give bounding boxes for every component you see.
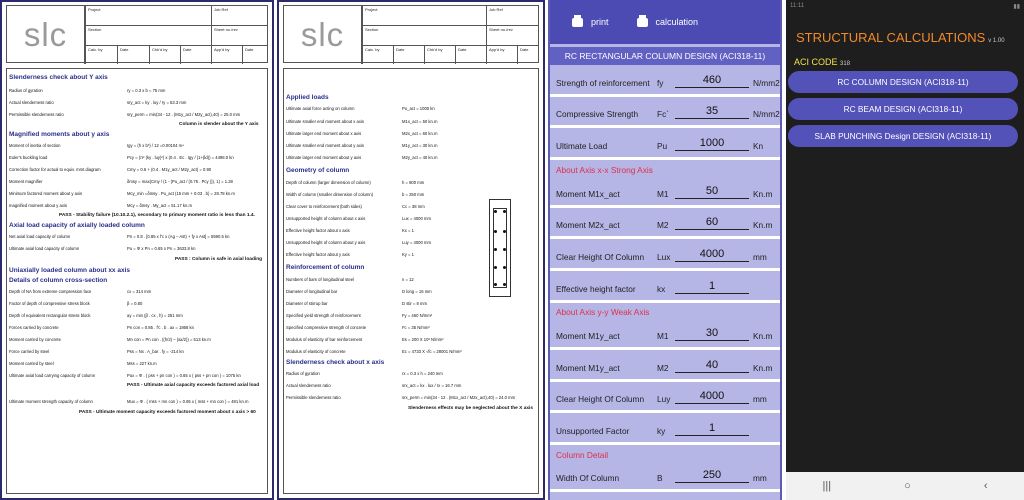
date-cell-2: Date (455, 45, 486, 64)
input-symbol: Fc` (657, 109, 669, 119)
field-label: Diameter of stirrup bar (286, 301, 328, 306)
field-value: Mux = Φ . ( mss + mn con ) = 0.65 x ( mss + mn con ) = 481 kn.m (127, 399, 249, 404)
section-cell: Section (362, 25, 486, 45)
input-field[interactable]: 250 (675, 469, 749, 483)
field-value: Mcy = δmsy . My_act = 51.17 kn.m (127, 203, 192, 208)
input-row (550, 322, 780, 350)
input-symbol: B (657, 473, 663, 483)
calculation-label: calculation (655, 17, 699, 27)
section-heading: Slenderness check about Y axis (9, 74, 108, 81)
field-label: Ultimate smaller end moment about y axis (286, 143, 364, 148)
input-symbol: Luy (657, 394, 671, 404)
sheet-no-cell: Sheet no./rev (486, 25, 538, 45)
input-row (550, 464, 780, 492)
rebar (494, 248, 497, 251)
input-row (550, 69, 780, 97)
input-symbol: M2 (657, 220, 669, 230)
toolbar (550, 0, 780, 44)
sheet-body (6, 68, 268, 494)
field-label: Permissible slenderness ratio (286, 395, 341, 400)
input-unit: Kn (753, 141, 764, 151)
input-row (550, 132, 780, 160)
input-label: Clear Height Of Column (556, 394, 645, 404)
status-time: 11:11 (790, 3, 805, 9)
slc-logo: slc (284, 6, 362, 64)
field-value: D long = 16 mm (402, 289, 432, 294)
date-cell: Date (117, 45, 149, 64)
rebar (494, 283, 497, 286)
input-symbol: fy (657, 78, 664, 88)
job-ref-cell: Job Ref (211, 5, 267, 25)
result-text: PASS : Column is safe in axial loading (175, 257, 263, 262)
input-label: Clear Height Of Column (556, 252, 645, 262)
home-icon[interactable]: ○ (904, 480, 911, 492)
field-label: Actual slenderness ratio (9, 100, 54, 105)
field-label: magnified moment about y axis (9, 203, 67, 208)
field-value: Fy = 460 N/mm² (402, 313, 433, 318)
input-label: Width Of Column (556, 473, 620, 483)
field-value: M1x_act = 50 kn.m (402, 119, 438, 124)
field-value: srx_act = kx . lux / rx = 16.7 mm (402, 383, 462, 388)
field-value: Mcy_min =δmsy . Pu_act (15 mm + 0.03 . b) = 28.78 kn.m (127, 191, 235, 196)
input-row (550, 354, 780, 382)
field-value: Ec = 4733 X √fc = 28001 N/mm² (402, 349, 462, 354)
field-label: Depth of equivalent rectangular stress block (9, 313, 91, 318)
input-symbol: M1 (657, 331, 669, 341)
section-heading: Uniaxially loaded column about xx axis (9, 267, 131, 274)
calculation-button[interactable] (637, 17, 699, 27)
sheet-body (283, 68, 539, 494)
input-symbol: M1 (657, 189, 669, 199)
field-value: Pss = Nx . A_bar . fy = -214 kn (127, 349, 184, 354)
field-value: Pux = Φ . ( pss + pn con ) = 0.65 x ( pss + pn con ) = 1075 kn (127, 373, 241, 378)
field-value: Fc = 35 N/mm² (402, 325, 430, 330)
section-cell: Section (85, 25, 211, 45)
input-unit: N/mm2 (753, 109, 780, 119)
field-value: Kx = 1 (402, 228, 414, 233)
rebar (494, 230, 497, 233)
field-label: Moment carried by steel (9, 361, 54, 366)
field-label: Euler's buckling load (9, 155, 48, 160)
field-label: Specified compressive strength of concrete (286, 325, 367, 330)
input-label: Moment M2x_act (556, 220, 620, 230)
field-value: Luy = 4000 mm (402, 240, 431, 245)
recents-icon[interactable]: ||| (822, 480, 832, 492)
field-value: Ky = 1 (402, 252, 414, 257)
status-icons: ▮▮ (1013, 3, 1020, 10)
aci-code-label: ACI CODE (794, 57, 838, 67)
input-label: Moment M1x_act (556, 189, 620, 199)
field-label: Permissible slenderness ratio (9, 112, 64, 117)
input-symbol: kx (657, 284, 666, 294)
input-label: Compressive Strength (556, 109, 639, 119)
section-heading: Slenderness check about x axis (286, 359, 385, 366)
rebar (503, 210, 506, 213)
input-symbol: Pu (657, 141, 668, 151)
field-label: Moment magnifier (9, 179, 43, 184)
field-label: Moment carried by concrete (9, 337, 61, 342)
field-value: Lux = 4000 mm (402, 216, 431, 221)
column-design-app (548, 0, 782, 500)
field-label: Effective height factor about x axis (286, 228, 350, 233)
date-cell: Date (393, 45, 424, 64)
sheet-no-cell: Sheet no./rev (211, 25, 267, 45)
input-field[interactable]: 460 (675, 74, 749, 88)
input-field[interactable]: 1000 (675, 137, 749, 151)
input-row (550, 100, 780, 128)
field-label: Specified yield strength of reinforcement (286, 313, 361, 318)
rc-column-design-button[interactable]: RC COLUMN DESIGN (ACI318-11) (788, 71, 1018, 93)
field-value: δmsy = max(Cmy / (1 - (Pu_act / (0.75 . Pcy ))), 1) = 1.28 (127, 179, 233, 184)
field-value: sry_perm = min(34 - 12 . (M1y_act / M2y_act),40) = 25.0 mm (127, 112, 241, 117)
field-value: n = 12 (402, 277, 414, 282)
chkd-by-cell: Chk'd by (424, 45, 455, 64)
section-label: About Axis y-y Weak Axis (556, 307, 650, 317)
field-label: Width of column (smaller dimension of column) (286, 192, 374, 197)
field-label: Actual slenderness ratio (286, 383, 331, 388)
field-label: Modulus of elasticity of concrete (286, 349, 346, 354)
aci-code-version: 318 (840, 61, 851, 67)
field-label: Ultimate axial load carrying capacity of column (9, 373, 96, 378)
calc-sheet-1 (0, 0, 274, 500)
result-text: Column is slender about the Y axis (179, 122, 259, 127)
input-field[interactable]: 35 (675, 105, 749, 119)
result-text: PASS - Ultimate axial capacity exceeds factored axial load (127, 383, 260, 388)
input-row (550, 180, 780, 208)
slab-punching-design-button[interactable]: SLAB PUNCHING Design DESIGN (ACI318-11) (788, 125, 1018, 147)
result-text: Slenderness effects may be neglected about the X axis (408, 406, 534, 411)
field-value: Cmy = 0.6 + (0.4 . M1y_act / M2y_act) = 0.90 (127, 167, 212, 172)
printer-icon (572, 18, 583, 27)
input-unit: N/mm2 (753, 78, 780, 88)
field-value: Igy = (h x b³) / 12 =0.00104 m⁴ (127, 143, 184, 148)
status-bar (786, 0, 1024, 12)
field-label: Moment of inertia of section (9, 143, 61, 148)
section-heading: Reinforcement of column (286, 264, 365, 271)
field-label: Radius of gyration (9, 88, 43, 93)
calc-sheet-2 (277, 0, 545, 500)
rebar (503, 230, 506, 233)
field-value: ry = 0.3 x b = 75 mm (127, 88, 166, 93)
field-value: β = 0.80 (127, 301, 143, 306)
field-value: Pcy = (π² (ky . luy)²) x (0.4 . Ec . Igy / (1+βd)) = 4498.0 kn (127, 155, 234, 160)
input-row (550, 385, 780, 413)
input-unit: Kn.m (753, 189, 773, 199)
input-unit: mm (753, 473, 767, 483)
date-cell-2: Date (180, 45, 211, 64)
design-title: RC RECTANGULAR COLUMN DESIGN (ACI318-11) (550, 47, 780, 65)
field-label: Numbers of bars of longitudinal steel (286, 277, 354, 282)
field-value: Pu_act = 1000 kn (402, 106, 435, 111)
app-version: v 1.00 (988, 38, 1005, 44)
input-field[interactable]: 4000 (675, 248, 749, 262)
android-nav-bar (786, 472, 1024, 500)
section-label: About Axis x-x Strong Axis (556, 165, 653, 175)
field-label: Minimum factored moment about y axis (9, 191, 83, 196)
job-ref-cell: Job Ref (486, 5, 538, 25)
field-label: Depth of column (larger dimension of column) (286, 180, 371, 185)
section-heading: Axial load capacity of axially loaded column (9, 222, 145, 229)
field-value: Mn con = Pn con . ((h/2) – (ax/2)) = 513 kn.m (127, 337, 211, 342)
field-label: Correction factor for actual to equiv. mmt.diagram (9, 167, 101, 172)
field-value: cx = 314 mm (127, 289, 152, 294)
input-field[interactable]: 1 (675, 422, 749, 436)
calc-by-cell: Calc. by (362, 45, 393, 64)
date-cell-3: Date (242, 45, 267, 64)
rebar (503, 283, 506, 286)
field-label: Ultimate smaller end moment about x axis (286, 119, 364, 124)
field-value: Mss = 227 kn.m (127, 361, 157, 366)
field-label: Modulus of elasticity of bar reinforcement (286, 337, 363, 342)
result-text: PASS - Stability failure (10.10.2.1), secondary to primary moment ratio is less than 1.4. (59, 213, 255, 218)
field-label: Ultimate larger end moment about y axis (286, 155, 362, 160)
calc-by-cell: Calc. by (85, 45, 117, 64)
field-label: Ultimate axial load capacity of column (9, 246, 80, 251)
field-value: ay = min (β . cx , h) = 251 mm (127, 313, 183, 318)
field-value: Pu = Φ x Pn = 0.65 x Pn = 3633.8 kn (127, 246, 196, 251)
input-label: Moment M1y_act (556, 331, 620, 341)
field-value: srx_perm = min(34 - 12 . (M1x_act / M2x_act),40) = 24.0 mm (402, 395, 516, 400)
slc-logo: slc (7, 6, 85, 64)
structural-calculations-menu (786, 0, 1024, 500)
print-label: print (591, 17, 609, 27)
section-heading: Magnified moments about y axis (9, 131, 110, 138)
chkd-by-cell: Chk'd by (149, 45, 180, 64)
field-label: Depth of NA from extreme compression face (9, 289, 92, 294)
section-heading: Geometry of column (286, 167, 350, 174)
input-unit: mm (753, 394, 767, 404)
input-row (550, 243, 780, 271)
rebar (503, 248, 506, 251)
field-label: Radius of gyration (286, 371, 320, 376)
input-row (550, 211, 780, 239)
appd-by-cell: App'd by (211, 45, 242, 64)
rebar (494, 210, 497, 213)
field-label: Effective height factor about y axis (286, 252, 350, 257)
input-label: Effective height factor (556, 284, 636, 294)
sheet-header (6, 5, 268, 63)
input-row (550, 275, 780, 303)
input-label: Strength of reinforcement (556, 78, 650, 88)
input-field[interactable]: 50 (675, 185, 749, 199)
field-value: M2y_act = 40 kn.m (402, 155, 438, 160)
app-title (796, 30, 1005, 45)
field-label: Unsupported height of column about y axis (286, 240, 366, 245)
field-value: b = 250 mm (402, 192, 425, 197)
input-symbol: ky (657, 426, 666, 436)
rebar (503, 266, 506, 269)
input-field[interactable]: 4000 (675, 390, 749, 404)
field-value: Es = 200 X 10³ N/mm² (402, 337, 444, 342)
section-heading: Details of column cross-section (9, 277, 108, 284)
result-text: PASS - Ultimate moment capacity exceeds factored moment about x axis > 60 (79, 410, 256, 415)
field-label: Forces carried by concrete (9, 325, 59, 330)
field-value: Cc = 38 mm (402, 204, 425, 209)
input-unit: Kn.m (753, 220, 773, 230)
back-icon[interactable]: ‹ (983, 480, 988, 492)
project-cell: Project (85, 5, 211, 25)
field-label: Clear cover to reinforcement (both sides) (286, 204, 362, 209)
section-label: Column Detail (556, 450, 609, 460)
input-unit: Kn.m (753, 363, 773, 373)
field-value: M2x_act = 60 kn.m (402, 131, 438, 136)
input-unit: Kn.m (753, 331, 773, 341)
aci-code (794, 57, 850, 67)
input-field[interactable]: 1 (675, 280, 749, 294)
field-label: Ultimate larger end moment about x axis (286, 131, 362, 136)
app-title-text: STRUCTURAL CALCULATIONS (796, 30, 986, 45)
appd-by-cell: App'd by (486, 45, 517, 64)
field-value: sry_act = ky . luy / ry = 53.3 mm (127, 100, 187, 105)
input-unit: mm (753, 252, 767, 262)
date-cell-3: Date (517, 45, 538, 64)
input-label: Moment M1y_act (556, 363, 620, 373)
input-symbol: Lux (657, 252, 671, 262)
field-label: Ultimate axial force acting on column (286, 106, 355, 111)
field-value: M1y_act = 30 kn.m (402, 143, 438, 148)
rc-beam-design-button[interactable]: RC BEAM DESIGN (ACI318-11) (788, 98, 1018, 120)
field-label: Force carried by steel (9, 349, 50, 354)
field-value: h = 800 mm (402, 180, 425, 185)
field-label: Factor of depth of compressive stress block (9, 301, 90, 306)
input-field[interactable]: 40 (675, 359, 749, 373)
field-label: Diameter of longitudinal bar (286, 289, 338, 294)
field-label: Ultimate moment strength capacity of column (9, 399, 93, 404)
input-label: Ultimate Load (556, 141, 608, 151)
input-row (550, 417, 780, 445)
project-cell: Project (362, 5, 486, 25)
field-value: D stir = 8 mm (402, 301, 428, 306)
field-value: Pn = 0.8 . [0.85 x f'c x (Ag – Ast) + fy x Ast] = 5590.5 kn (127, 234, 230, 239)
field-label: Unsupported height of column about x axis (286, 216, 366, 221)
rebar (494, 266, 497, 269)
input-field[interactable]: 30 (675, 327, 749, 341)
field-value: rx = 0.3 x h = 240 mm (402, 371, 443, 376)
section-heading: Applied loads (286, 94, 329, 101)
input-symbol: M2 (657, 363, 669, 373)
field-label: Net axial load capacity of column (9, 234, 71, 239)
printer-icon (637, 18, 648, 27)
print-button[interactable] (572, 17, 609, 27)
input-label: Unsupported Factor (556, 426, 630, 436)
input-field[interactable]: 60 (675, 216, 749, 230)
field-value: Pn con = 0.85 . f'c . b . ax = 1868 kn (127, 325, 194, 330)
sheet-header (283, 5, 539, 63)
column-section-figure (489, 199, 511, 297)
